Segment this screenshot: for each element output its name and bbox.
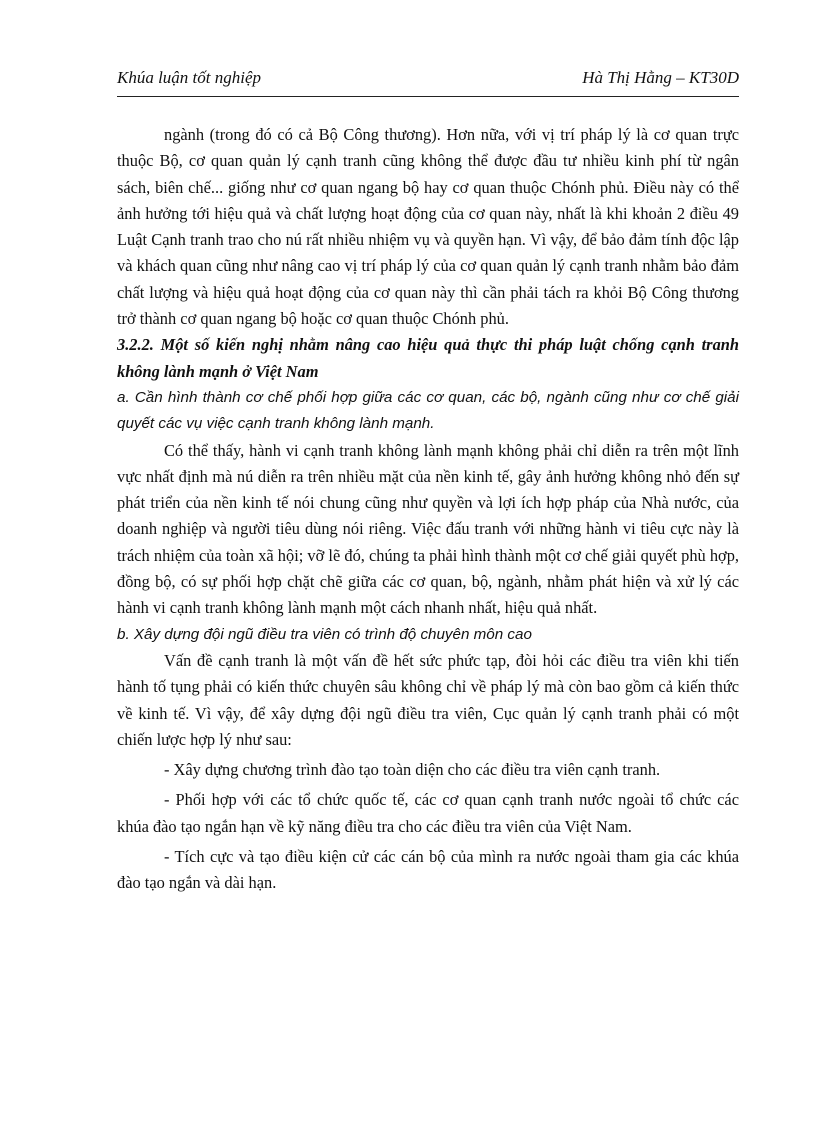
subheading-b: b. Xây dựng đội ngũ điều tra viên có trình độ chuyên môn cao xyxy=(117,625,532,643)
bullet-item-2: - Phối hợp với các tổ chức quốc tế, các cơ quan cạnh tranh nước ngoài tổ chức các khúa đào tạo ngắn hạn về kỹ năng điều tra cho các điều tra viên của Việt Nam. xyxy=(117,790,739,836)
header-author: Hà Thị Hằng – KT30D xyxy=(582,68,739,87)
page-body xyxy=(117,122,739,897)
header-thesis-title: Khúa luận tốt nghiệp xyxy=(117,68,262,87)
page-header xyxy=(117,66,739,97)
paragraph-mechanism: Có thể thấy, hành vi cạnh tranh không lành mạnh không phải chỉ diễn ra trên một lĩnh vực nhất định mà nú diễn ra trên nhiều mặt của nền kinh tế, gây ảnh hưởng không nhỏ đến sự phát triển của nền kinh tế nói chung cũng như quyền và lợi ích hợp pháp của Nhà nước, của doanh nghiệp và người tiêu dùng nói riêng. Việc đấu tranh với những hành vi tiêu cực này là trách nhiệm của toàn xã hội; vỡ lẽ đó, chúng ta phải hình thành một cơ chế giải quyết phù hợp, đồng bộ, có sự phối hợp chặt chẽ giữa các cơ quan, bộ, ngành, nhằm phát hiện và xử lý các hành vi cạnh tranh không lành mạnh một cách nhanh nhất, hiệu quả nhất. xyxy=(117,440,739,618)
bullet-item-1: - Xây dựng chương trình đào tạo toàn diện cho các điều tra viên cạnh tranh. xyxy=(164,760,661,780)
section-heading-3-2-2: 3.2.2. Một số kiến nghị nhằm nâng cao hiệu quả thực thi pháp luật chống cạnh tranh không lành mạnh ở Việt Nam xyxy=(117,335,739,381)
subheading-a: a. Cần hình thành cơ chế phối hợp giữa các cơ quan, các bộ, ngành cũng như cơ chế giải quyết các vụ việc cạnh tranh không lành mạnh. xyxy=(117,388,739,433)
paragraph-investigators: Vấn đề cạnh tranh là một vấn đề hết sức phức tạp, đòi hỏi các điều tra viên khi tiến hành tố tụng phải có kiến thức chuyên sâu không chỉ về pháp lý mà còn bao gồm cả kiến thức về kinh tế. Vì vậy, để xây dựng đội ngũ điều tra viên, Cục quản lý cạnh tranh phải có một chiến lược hợp lý như sau: xyxy=(117,650,739,749)
bullet-item-3: - Tích cực và tạo điều kiện cử các cán bộ của mình ra nước ngoài tham gia các khúa đào tạo ngắn và dài hạn. xyxy=(117,847,739,893)
paragraph-intro: ngành (trong đó có cả Bộ Công thương). Hơn nữa, với vị trí pháp lý là cơ quan trực thuộc Bộ, cơ quan quản lý cạnh tranh cũng không thể được đầu tư nhiều kinh phí từ ngân sách, biên chế... giống như cơ quan ngang bộ hay cơ quan thuộc Chónh phủ. Điều này có thể ảnh hưởng tới hiệu quả và chất lượng hoạt động của cơ quan này, nhất là khi khoản 2 điều 49 Luật Cạnh tranh trao cho nú rất nhiều nhiệm vụ và quyền hạn. Vì vậy, để bảo đảm tính độc lập và khách quan cũng như nâng cao vị trí pháp lý của cơ quan quản lý cạnh tranh nhằm bảo đảm chất lượng và hiệu quả hoạt động của cơ quan này thì cần phải tách ra khỏi Bộ Công thương trở thành cơ quan ngang bộ hoặc cơ quan thuộc Chónh phủ. xyxy=(117,125,739,329)
